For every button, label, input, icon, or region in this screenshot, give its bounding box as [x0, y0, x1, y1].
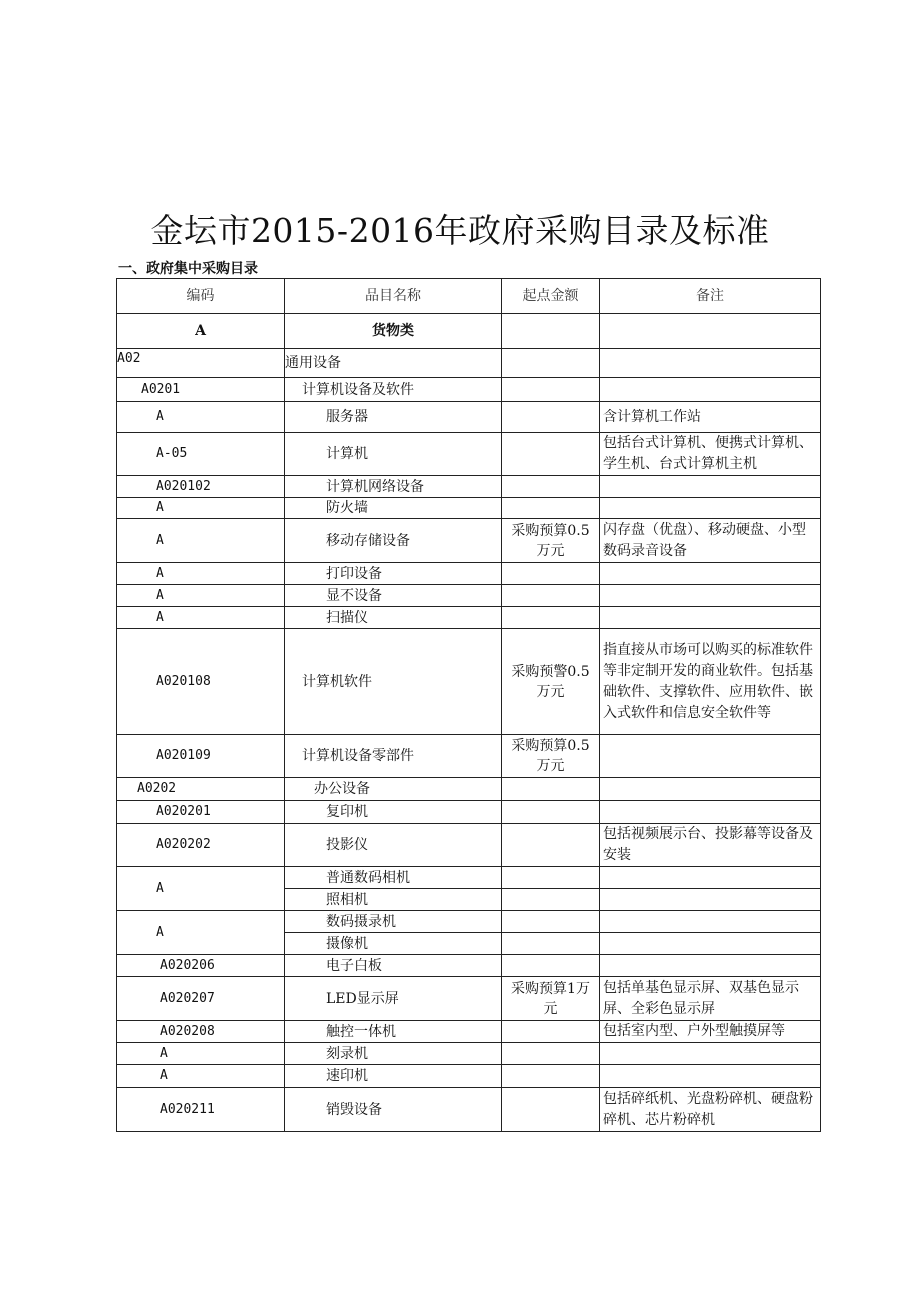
- table-row: [117, 498, 821, 519]
- amount-cell: [502, 498, 600, 519]
- code-cell: A020211: [117, 1088, 285, 1132]
- name-cell: 触控一体机: [285, 1021, 502, 1043]
- note-cell: [600, 314, 821, 349]
- note-cell: [600, 778, 821, 801]
- code-cell: A0201: [117, 378, 285, 402]
- code-cell: A020109: [117, 735, 285, 778]
- table-row: [117, 519, 821, 563]
- table-row: [117, 314, 821, 349]
- amount-cell: [502, 585, 600, 607]
- name-cell: 货物类: [285, 314, 502, 349]
- note-cell: [600, 349, 821, 378]
- code-cell: A: [117, 585, 285, 607]
- code-cell: A: [117, 314, 285, 349]
- note-cell: 闪存盘（优盘）、移动硬盘、小型数码录音设备: [600, 519, 821, 563]
- table-row: [117, 563, 821, 585]
- name-cell: 服务器: [285, 402, 502, 433]
- table-row: [117, 911, 821, 933]
- note-cell: 包括单基色显示屏、双基色显示屏、全彩色显示屏: [600, 977, 821, 1021]
- code-cell: A: [117, 563, 285, 585]
- table-row: [117, 378, 821, 402]
- amount-cell: [502, 1043, 600, 1065]
- amount-cell: [502, 349, 600, 378]
- table-row: [117, 735, 821, 778]
- amount-cell: [502, 801, 600, 824]
- table-row: [117, 1021, 821, 1043]
- amount-cell: 采购预算1万元: [502, 977, 600, 1021]
- header-code: 编码: [117, 279, 285, 314]
- table-row: [117, 867, 821, 889]
- note-cell: 包括室内型、户外型触摸屏等: [600, 1021, 821, 1043]
- name-cell: 打印设备: [285, 563, 502, 585]
- note-cell: [600, 889, 821, 911]
- note-cell: [600, 563, 821, 585]
- name-cell: 刻录机: [285, 1043, 502, 1065]
- code-cell: A: [117, 911, 285, 955]
- note-cell: [600, 735, 821, 778]
- name-cell: 摄像机: [285, 933, 502, 955]
- note-cell: [600, 1065, 821, 1088]
- table-row: [117, 402, 821, 433]
- code-cell: A020108: [117, 629, 285, 735]
- amount-cell: [502, 607, 600, 629]
- name-cell: 计算机设备零部件: [285, 735, 502, 778]
- amount-cell: [502, 314, 600, 349]
- table-row: [117, 1043, 821, 1065]
- name-cell: 数码摄录机: [285, 911, 502, 933]
- code-cell: A020102: [117, 476, 285, 498]
- name-cell: 计算机网络设备: [285, 476, 502, 498]
- note-cell: 含计算机工作站: [600, 402, 821, 433]
- table-row: [117, 778, 821, 801]
- name-cell: 显不设备: [285, 585, 502, 607]
- code-cell: A02: [117, 349, 285, 378]
- name-cell: LED显示屏: [285, 977, 502, 1021]
- code-cell: A020201: [117, 801, 285, 824]
- amount-cell: 采购预算0.5万元: [502, 519, 600, 563]
- note-cell: [600, 498, 821, 519]
- header-amount: 起点金额: [502, 279, 600, 314]
- amount-cell: [502, 889, 600, 911]
- code-cell: A: [117, 402, 285, 433]
- name-cell: 计算机软件: [285, 629, 502, 735]
- name-cell: 速印机: [285, 1065, 502, 1088]
- amount-cell: [502, 778, 600, 801]
- code-cell: A: [117, 1043, 285, 1065]
- table-row: [117, 1088, 821, 1132]
- note-cell: [600, 607, 821, 629]
- name-cell: 计算机设备及软件: [285, 378, 502, 402]
- amount-cell: 采购预警0.5万元: [502, 629, 600, 735]
- amount-cell: [502, 867, 600, 889]
- table-row: [117, 585, 821, 607]
- table-row: [117, 824, 821, 867]
- note-cell: 包括碎纸机、光盘粉碎机、硬盘粉碎机、芯片粉碎机: [600, 1088, 821, 1132]
- note-cell: [600, 933, 821, 955]
- code-cell: A: [117, 498, 285, 519]
- code-cell: A020206: [117, 955, 285, 977]
- amount-cell: [502, 378, 600, 402]
- amount-cell: [502, 1065, 600, 1088]
- name-cell: 扫描仪: [285, 607, 502, 629]
- amount-cell: [502, 824, 600, 867]
- note-cell: [600, 585, 821, 607]
- code-cell: A: [117, 1065, 285, 1088]
- code-cell: A020208: [117, 1021, 285, 1043]
- table-row: [117, 801, 821, 824]
- note-cell: 包括台式计算机、便携式计算机、学生机、台式计算机主机: [600, 433, 821, 476]
- code-cell: A020202: [117, 824, 285, 867]
- name-cell: 普通数码相机: [285, 867, 502, 889]
- document-title: 金坛市2015-2016年政府采购目录及标准: [150, 211, 770, 250]
- table-row: [117, 349, 821, 378]
- header-name: 品目名称: [285, 279, 502, 314]
- amount-cell: [502, 563, 600, 585]
- code-cell: A-05: [117, 433, 285, 476]
- section-heading: 一、政府集中采购目录: [118, 261, 258, 277]
- name-cell: 防火墙: [285, 498, 502, 519]
- code-cell: A: [117, 519, 285, 563]
- note-cell: [600, 378, 821, 402]
- name-cell: 计算机: [285, 433, 502, 476]
- header-note: 备注: [600, 279, 821, 314]
- amount-cell: [502, 1088, 600, 1132]
- note-cell: 包括视频展示台、投影幕等设备及安装: [600, 824, 821, 867]
- name-cell: 照相机: [285, 889, 502, 911]
- amount-cell: [502, 1021, 600, 1043]
- amount-cell: [502, 955, 600, 977]
- table-row: [117, 1065, 821, 1088]
- note-cell: [600, 867, 821, 889]
- note-cell: [600, 1043, 821, 1065]
- procurement-table: [116, 278, 821, 1132]
- table-row: [117, 629, 821, 735]
- note-cell: [600, 476, 821, 498]
- amount-cell: [502, 933, 600, 955]
- table-row: [117, 476, 821, 498]
- name-cell: 移动存储设备: [285, 519, 502, 563]
- table-row: [117, 607, 821, 629]
- name-cell: 办公设备: [285, 778, 502, 801]
- name-cell: 投影仪: [285, 824, 502, 867]
- note-cell: 指直接从市场可以购买的标准软件等非定制开发的商业软件。包括基础软件、支撑软件、应用软件、嵌入式软件和信息安全软件等: [600, 629, 821, 735]
- code-cell: A020207: [117, 977, 285, 1021]
- amount-cell: [502, 402, 600, 433]
- code-cell: A0202: [117, 778, 285, 801]
- name-cell: 通用设备: [285, 349, 502, 378]
- table-row: [117, 433, 821, 476]
- table-header-row: [117, 279, 821, 314]
- note-cell: [600, 801, 821, 824]
- table-row: [117, 977, 821, 1021]
- amount-cell: [502, 476, 600, 498]
- amount-cell: [502, 433, 600, 476]
- name-cell: 复印机: [285, 801, 502, 824]
- note-cell: [600, 911, 821, 933]
- name-cell: 电子白板: [285, 955, 502, 977]
- table-row: [117, 955, 821, 977]
- code-cell: A: [117, 607, 285, 629]
- code-cell: A: [117, 867, 285, 911]
- name-cell: 销毁设备: [285, 1088, 502, 1132]
- amount-cell: [502, 911, 600, 933]
- note-cell: [600, 955, 821, 977]
- amount-cell: 采购预算0.5万元: [502, 735, 600, 778]
